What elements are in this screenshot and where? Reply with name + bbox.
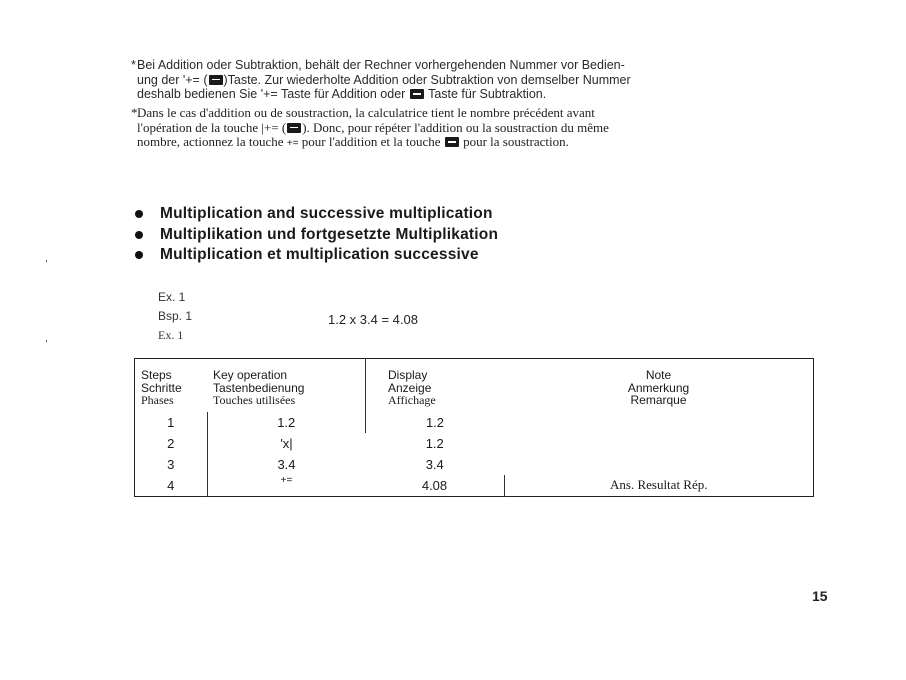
example-label-en: Ex. 1 <box>158 290 186 304</box>
table-row <box>135 412 814 433</box>
german-note <box>131 58 817 102</box>
header-note: Note Anmerkung Remarque <box>627 368 690 407</box>
cell-note <box>504 433 814 454</box>
french-note-line-3: nombre, actionnez la touche += pour l'addition et la touche pour la soustraction. <box>137 134 569 149</box>
french-note <box>131 105 817 152</box>
cell-step: 2 <box>167 435 175 451</box>
cell-key: += <box>207 475 366 497</box>
french-note-line-2: l'opération de la touche |+= ( ). Donc, pour répéter l'addition ou la soustraction du même <box>137 119 609 135</box>
cell-note <box>504 412 814 433</box>
example-formula: 1.2 x 3.4 = 4.08 <box>328 312 418 327</box>
heading-english: Multiplication and successive multiplication <box>140 205 493 223</box>
key-operation-table <box>134 358 814 497</box>
table-row <box>135 475 814 497</box>
subtract-key-icon <box>410 89 424 99</box>
cell-step: 3 <box>167 456 175 472</box>
note-bullet: * <box>131 105 138 120</box>
subtract-key-icon <box>287 123 301 133</box>
cell-key: 'x| <box>207 433 366 454</box>
margin-mark <box>46 260 47 262</box>
header-key-operation: Key operation Tastenbedienung Touches utilisées <box>213 368 305 407</box>
cell-note: Ans. Resultat Rép. <box>504 475 814 497</box>
subtract-key-icon <box>445 137 459 147</box>
cell-display: 3.4 <box>425 456 444 472</box>
table-row <box>135 454 814 475</box>
cell-display: 1.2 <box>366 412 505 433</box>
cell-note <box>504 454 814 475</box>
german-note-line-1: Bei Addition oder Subtraktion, behält der Rechner vorhergehenden Nummer vor Bedien- <box>137 58 625 72</box>
header-display: Display Anzeige Affichage <box>366 359 505 412</box>
cell-step: 1 <box>167 414 175 430</box>
bullet-dot-icon <box>135 231 143 239</box>
bullet-dot-icon <box>135 251 143 259</box>
example-label-de: Bsp. 1 <box>158 309 193 323</box>
french-note-line-1: Dans le cas d'addition ou de soustraction, la calculatrice tient le nombre précédent avant <box>137 105 595 120</box>
margin-mark <box>46 340 47 342</box>
table-header-row <box>135 359 814 412</box>
german-note-line-3: deshalb bedienen Sie '+= Taste für Addition oder Taste für Subtraktion. <box>137 87 547 101</box>
heading-german: Multiplikation und fortgesetzte Multiplikation <box>140 226 498 244</box>
subtract-key-icon <box>209 75 223 85</box>
header-steps: Steps Schritte Phases <box>141 368 182 407</box>
german-note-line-2: ung der '+= ( )Taste. Zur wiederholte Addition oder Subtraktion von demselber Nummer <box>137 72 631 87</box>
cell-step: 4 <box>167 477 175 493</box>
cell-key: 3.4 <box>207 454 366 475</box>
bullet-dot-icon <box>135 210 143 218</box>
cell-key: 1.2 <box>207 412 366 433</box>
table-row <box>135 433 814 454</box>
plus-equals-key-label: += <box>286 138 299 149</box>
page-number: 15 <box>812 588 828 604</box>
heading-french: Multiplication et multiplication successive <box>140 246 479 264</box>
note-bullet: * <box>131 58 136 72</box>
cell-display: 1.2 <box>425 435 444 451</box>
example-label-fr: Ex. 1 <box>158 328 184 342</box>
cell-display: 4.08 <box>421 477 448 493</box>
